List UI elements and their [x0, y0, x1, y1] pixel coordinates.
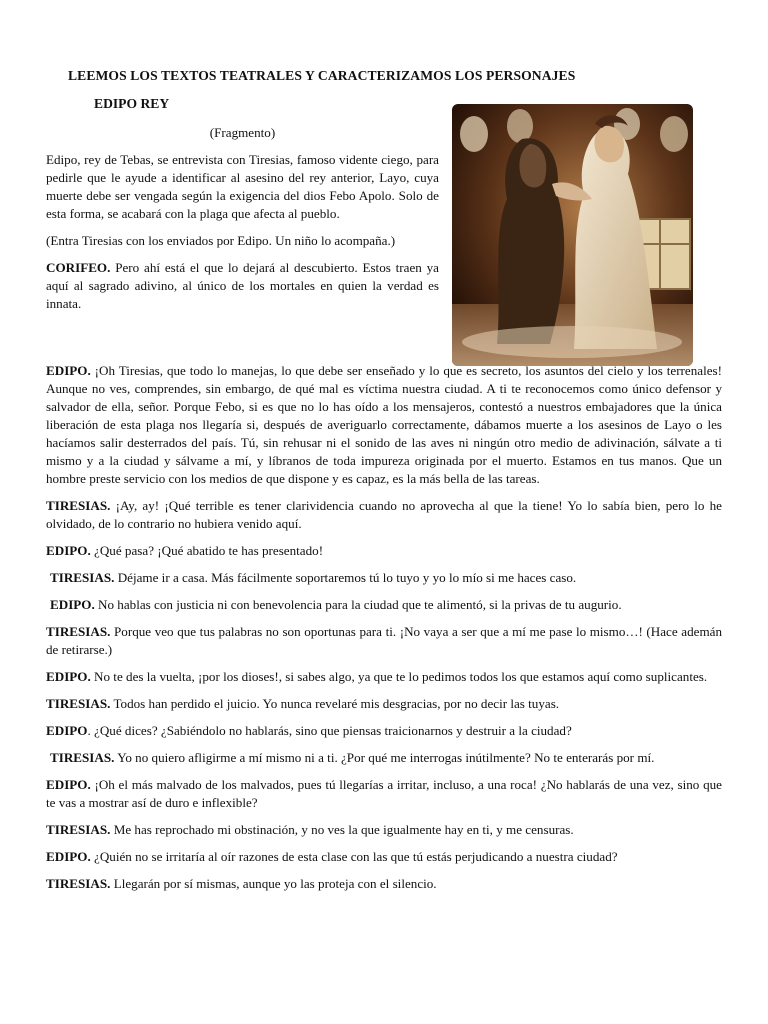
synopsis-text: Edipo, rey de Tebas, se entrevista con Tiresias, famoso vidente ciego, para pedirle que le ayude a identificar al asesino del rey anterior, Layo, cuya muerte debe ser vengada según la exigencia del dios Febo Apolo. Solo de esta forma, se acabará con la plaga que afecta al pueblo.: [46, 152, 439, 221]
synopsis-paragraph: [46, 151, 439, 223]
dialogue-text: Pero ahí está el que lo dejará al descubierto. Estos traen ya aquí al sagrado adivino, al único de los mortales en quien la verdad es innata.: [46, 260, 439, 311]
speaker-name: EDIPO.: [46, 363, 91, 378]
dialogue-line: [46, 821, 722, 839]
play-title: EDIPO REY: [94, 96, 170, 111]
dialogue-text: Déjame ir a casa. Más fácilmente soportaremos tú lo tuyo y yo lo mío si me haces caso.: [114, 570, 577, 585]
dialogue-text: ¡Oh Tiresias, que todo lo manejas, lo que debe ser enseñado y lo que es secreto, los asuntos del cielo y los terrenales! Aunque no ves, comprendes, sin embargo, de qué mal es víctima nuestra ciudad. A ti te reconocemos como único defensor y salvador de ella, señor. Porque Febo, si es que no lo has oído a los mensajeros, contestó a nuestros embajadores que la única liberación de esta plaga nos llegaría si, después de averiguarlo correctamente, dábamos muerte a los asesinos de Layo o les hacíamos salir desterrados del país. Tú, sin rehusar ni el sonido de las aves ni ningún otro medio de adivinación, sálvate a ti mismo y a la ciudad y sálvame a mí, y líbranos de toda impureza originada por el muerto. Estamos en tus manos. Que un hombre preste servicio con los medios de que dispone y es capaz, es la más bella de las tareas.: [46, 363, 722, 486]
speaker-name: TIRESIAS.: [46, 624, 111, 639]
theatre-photo-icon: [452, 104, 693, 366]
speaker-name: EDIPO.: [46, 543, 91, 558]
stage-direction: [46, 232, 439, 250]
dialogue-line-corifeo: [46, 259, 439, 313]
dialogue-section: [46, 362, 722, 902]
fragment-label: (Fragmento): [209, 125, 276, 140]
speaker-name: EDIPO.: [46, 777, 91, 792]
dialogue-line: [46, 668, 722, 686]
speaker-name: TIRESIAS.: [46, 696, 111, 711]
introduction-section: [46, 124, 439, 322]
dialogue-text: Yo no quiero afligirme a mí mismo ni a ti. ¿Por qué me interrogas inútilmente? No te enterarás por mí.: [114, 750, 655, 765]
stage-direction-text: (Entra Tiresias con los enviados por Edipo. Un niño lo acompaña.): [46, 233, 396, 248]
dialogue-text: Llegarán por sí mismas, aunque yo las proteja con el silencio.: [110, 876, 437, 891]
dialogue-line: [46, 497, 722, 533]
dialogue-text: Porque veo que tus palabras no son oportunas para ti. ¡No vaya a ser que a mí me pase lo mismo…! (Hace ademán de retirarse.): [46, 624, 722, 657]
speaker-name: TIRESIAS.: [46, 876, 111, 891]
speaker-name: TIRESIAS.: [46, 498, 111, 513]
dialogue-line: [46, 362, 722, 488]
speaker-name: TIRESIAS.: [50, 570, 115, 585]
dialogue-text: ¡Oh el más malvado de los malvados, pues tú llegarías a irritar, incluso, a una roca! ¿No hablarás de una vez, sino que te vas a mostrar así de duro e inflexible?: [46, 777, 722, 810]
speaker-name: TIRESIAS.: [50, 750, 115, 765]
speaker-name: EDIPO.: [46, 669, 91, 684]
dialogue-line: [46, 695, 722, 713]
dialogue-line: [46, 542, 722, 560]
dialogue-line: [46, 623, 722, 659]
dialogue-text: No hablas con justicia ni con benevolencia para la ciudad que te alimentó, si la privas de tu augurio.: [94, 597, 622, 612]
dialogue-text: ¿Quién no se irritaría al oír razones de esta clase con las que tú estás perjudicando a nuestra ciudad?: [90, 849, 618, 864]
document-title: LEEMOS LOS TEXTOS TEATRALES Y CARACTERIZAMOS LOS PERSONAJES: [68, 68, 576, 83]
dialogue-text: Me has reprochado mi obstinación, y no ves la que igualmente hay en ti, y me censuras.: [110, 822, 574, 837]
speaker-name: TIRESIAS.: [46, 822, 111, 837]
speaker-name: CORIFEO.: [46, 260, 111, 275]
dialogue-text: ¡Ay, ay! ¡Qué terrible es tener clarividencia cuando no aprovecha al que la tiene! Yo lo sabía bien, pero lo he olvidado, de lo contrario no hubiera venido aquí.: [46, 498, 722, 531]
dialogue-line: [46, 596, 722, 614]
speaker-name: EDIPO: [46, 723, 88, 738]
dialogue-line: [46, 749, 722, 767]
speaker-name: EDIPO.: [50, 597, 95, 612]
dialogue-line: [46, 722, 722, 740]
dialogue-text: ¿Qué pasa? ¡Qué abatido te has presentado!: [90, 543, 324, 558]
dialogue-text: . ¿Qué dices? ¿Sabiéndolo no hablarás, sino que piensas traicionarnos y destruir a la ciudad?: [87, 723, 572, 738]
dialogue-line: [46, 848, 722, 866]
dialogue-line: [46, 569, 722, 587]
dialogue-line: [46, 776, 722, 812]
dialogue-line: [46, 875, 722, 893]
dialogue-text: Todos han perdido el juicio. Yo nunca revelaré mis desgracias, por no decir las tuyas.: [110, 696, 560, 711]
speaker-name: EDIPO.: [46, 849, 91, 864]
dialogue-text: No te des la vuelta, ¡por los dioses!, si sabes algo, ya que te lo pedimos todos los que estamos aquí como suplicantes.: [90, 669, 708, 684]
